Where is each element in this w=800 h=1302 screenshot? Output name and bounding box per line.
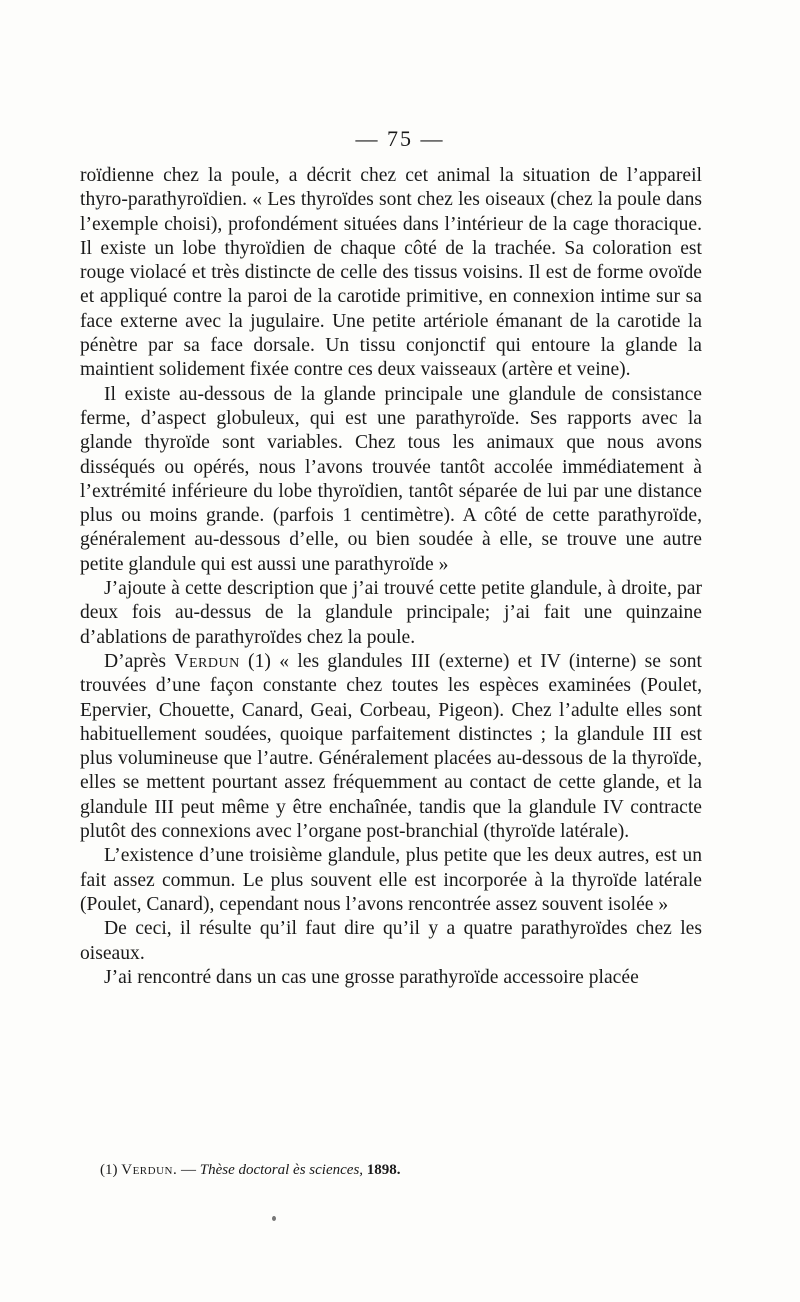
verdun-quote: (1) « les glandules III (externe) et IV (interne) se sont trouvées d’une façon constante chez toutes les espèces examinées (Poulet, Epervier, Chouette, Canard, Geai, Corbeau, Pigeon). Chez l’adulte elles sont habituellement soudées, quoique parfaitement distinctes ; la glandule III est plus volumineuse que l’autre. Généralement placées au-dessous de la thyroïde, elles se mettent pourtant assez fréquemment au contact de cette glande, et la glandule III peut même y être enchaînée, tandis que la glandule IV contracte plutôt des connexions avec l’organe post-branchial (thyroïde latérale). [80, 650, 702, 843]
paragraph-continuation: roïdienne chez la poule, a décrit chez cet animal la situation de l’appareil thyro-parathyroïdien. « Les thyroïdes sont chez les oiseaux (chez la poule dans l’exemple choisi), profondément situées dans l’intérieur de la cage thoracique. Il existe un lobe thyroïdien de chaque côté de la trachée. Sa coloration est rouge violacé et très distincte de celle des tissus voisins. Il est de forme ovoïde et appliqué contre la paroi de la carotide primitive, en connexion intime sur sa face externe avec la jugulaire. Une petite artériole émanant de la carotide la pénètre par sa face dorsale. Un tissu conjonctif qui entoure la glande la maintient solidement fixée contre ces deux vaisseaux (artère et veine). [80, 165, 702, 381]
footnote-title: Thèse doctoral ès sciences, [199, 1162, 364, 1178]
ink-speck [272, 1216, 276, 1221]
paragraph-third-glandule: L’existence d’une troisième glandule, plus petite que les deux autres, est un fait assez commun. Le plus souvent elle est incorporée à la thyroïde latérale (Poulet, Canard), cependant nous l’avons rencontrée assez souvent isolée » [80, 845, 702, 915]
verdun-prefix: D’après [104, 650, 167, 672]
footnote-author: Verdun. [121, 1162, 178, 1178]
page-number: — 75 — [355, 126, 445, 151]
footnote-dash: — [180, 1162, 196, 1178]
paragraph-author-note: J’ajoute à cette description que j’ai trouvé cette petite glandule, à droite, par deux fois au-dessus de la glandule principale; j’ai fait une quinzaine d’ablations de parathyroïdes chez la poule. [80, 578, 702, 648]
footnote [100, 1160, 700, 1180]
footnote-year: 1898. [366, 1162, 401, 1178]
body-text [80, 164, 702, 990]
footnote-marker: (1) [100, 1162, 118, 1178]
paragraph-parathyroid: Il existe au-dessous de la glande principale une glandule de consistance ferme, d’aspect globuleux, qui est une parathyroïde. Ses rapports avec la glande thyroïde sont variables. Chez tous les animaux que nous avons disséqués ou opérés, nous l’avons trouvée tantôt accolée immédiatement à l’extrémité inférieure du lobe thyroïdien, tantôt séparée de lui par une distance plus ou moins grande. (parfois 1 centimètre). A côté de cette parathyroïde, généralement au-dessous d’elle, ou bien soudée à elle, se trouve une autre petite glandule qui est aussi une parathyroïde » [80, 383, 702, 575]
paragraph-verdun [80, 650, 702, 844]
paragraph-conclusion: De ceci, il résulte qu’il faut dire qu’il y a quatre parathyroïdes chez les oiseaux. [80, 918, 702, 964]
paragraph-accessory: J’ai rencontré dans un cas une grosse parathyroïde accessoire placée [104, 966, 639, 988]
verdun-author: Verdun [174, 650, 240, 672]
